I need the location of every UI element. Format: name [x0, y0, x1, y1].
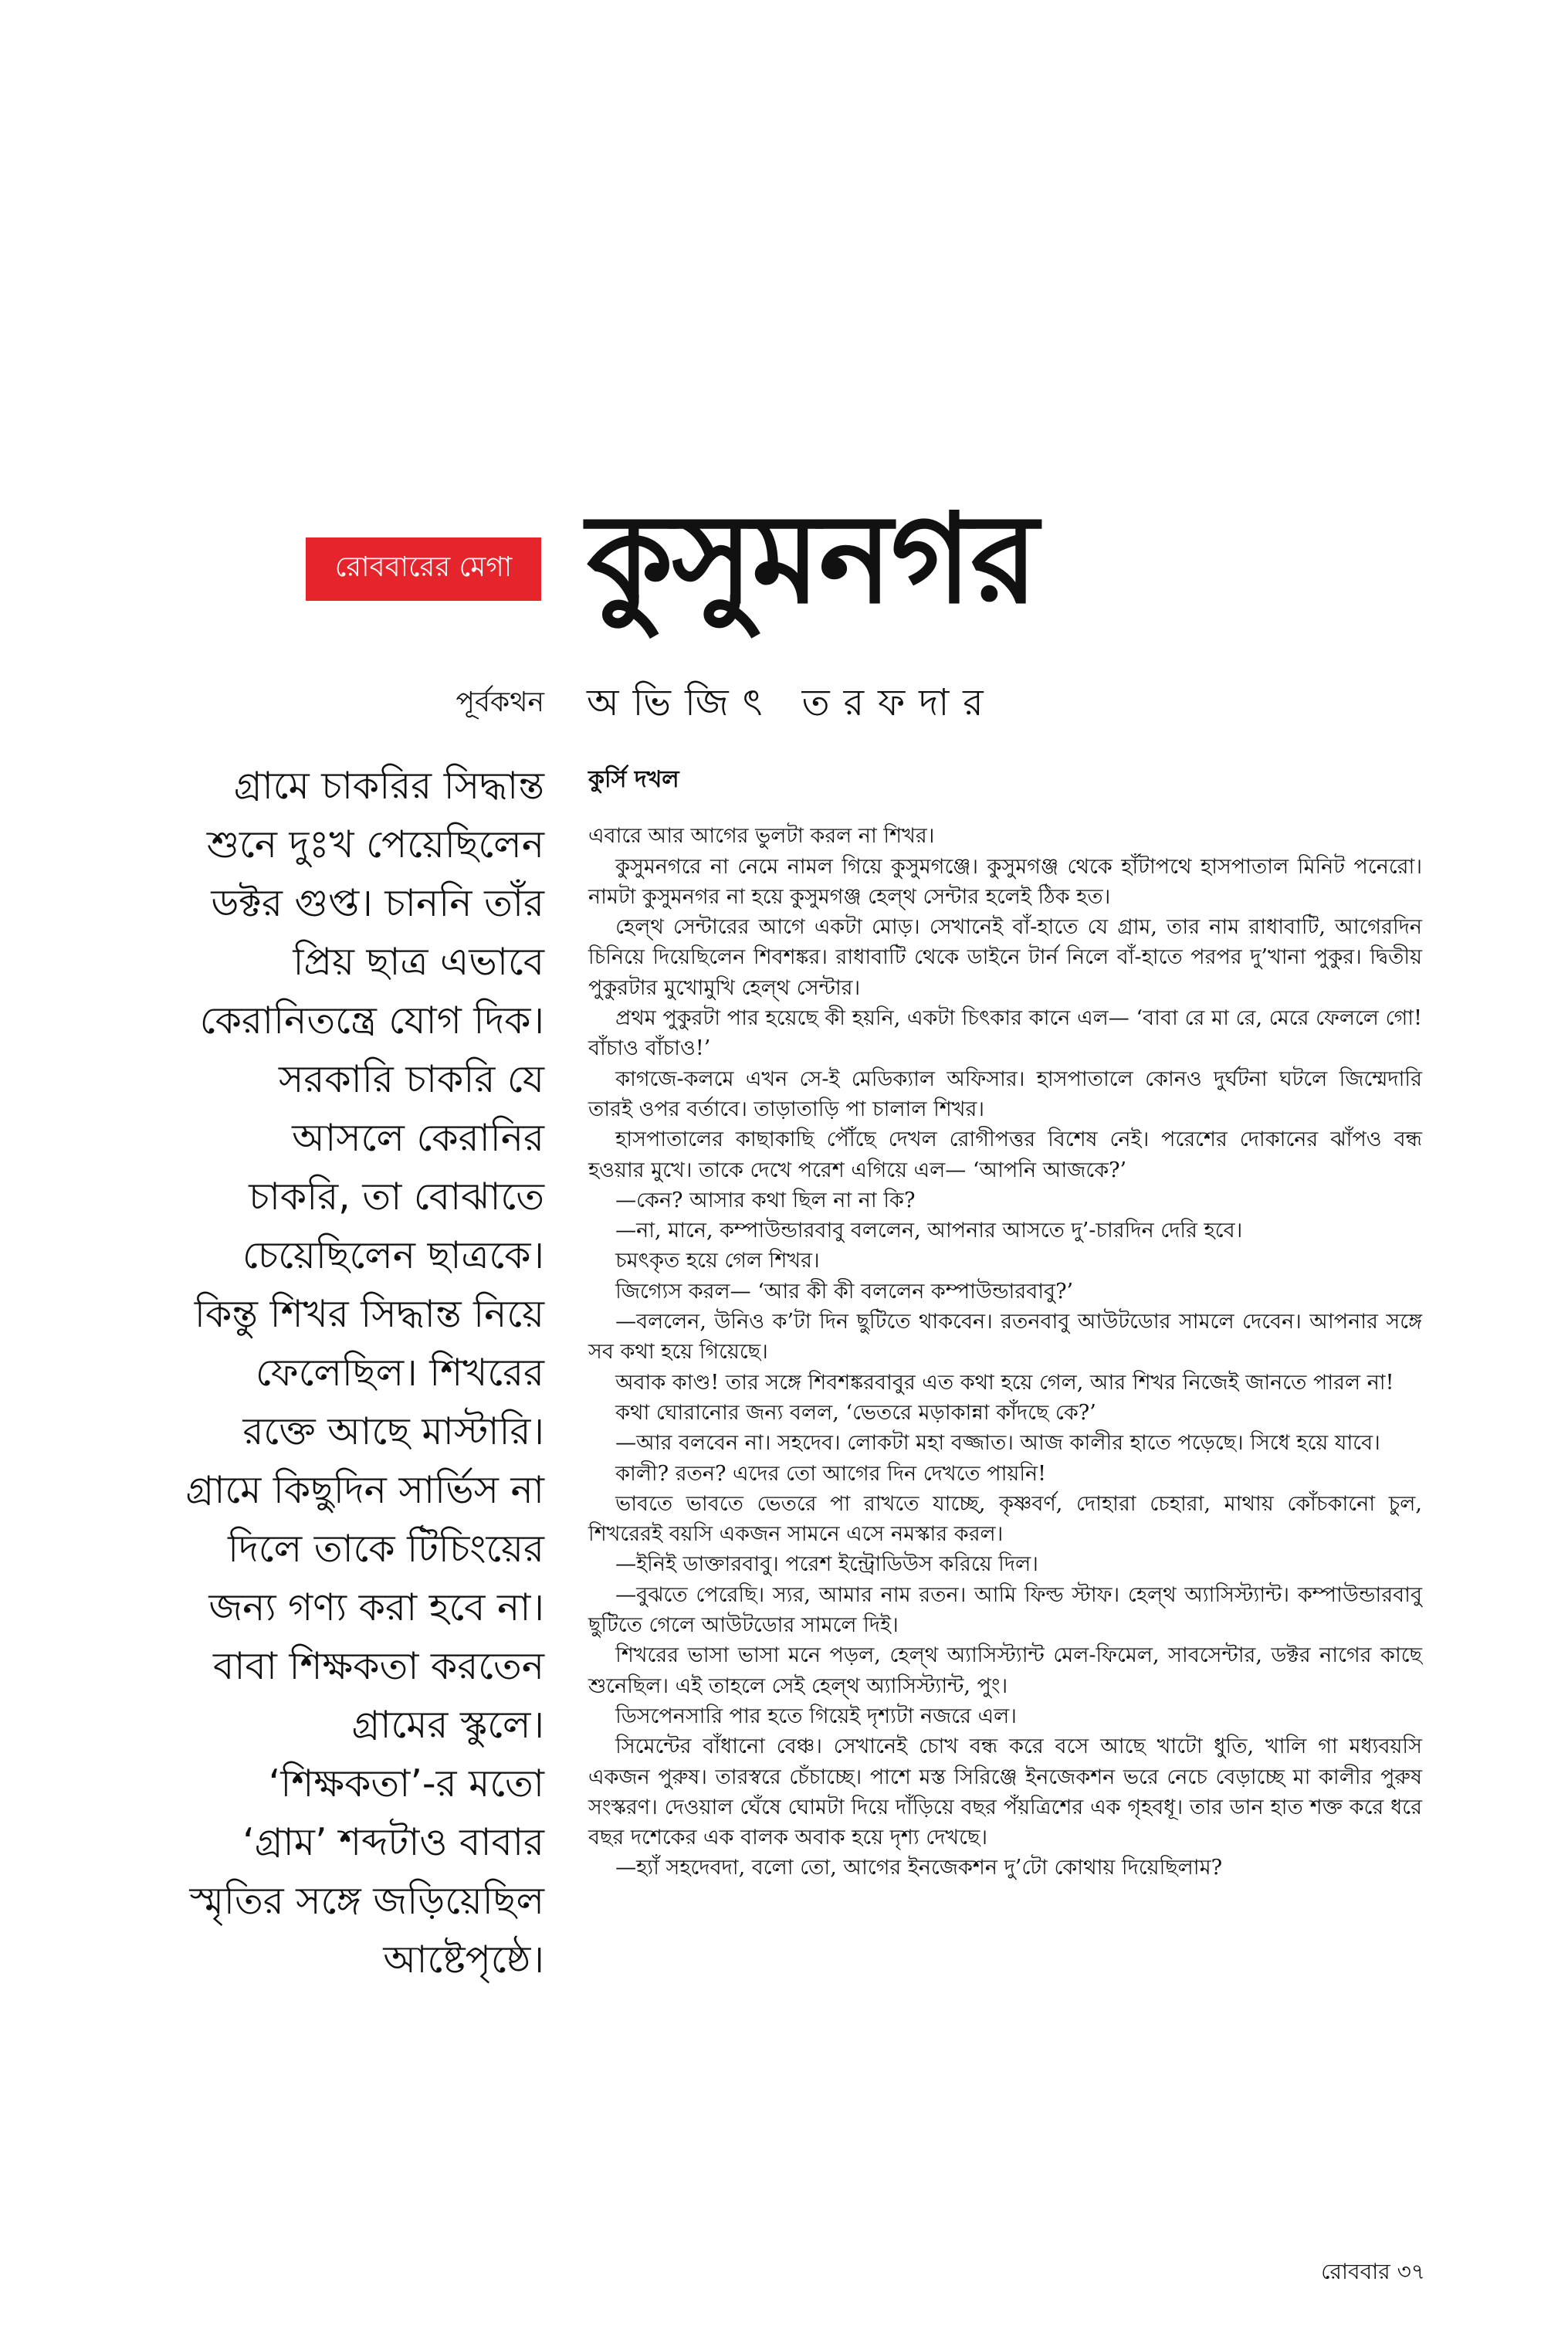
pull-quote-line: জন্য গণ্য করা হবে না। [208, 1585, 544, 1629]
pull-quote-line: কিন্তু শিখর সিদ্ধান্ত নিয়ে [194, 1292, 544, 1336]
story-title: কুসুমনগর [587, 487, 1037, 631]
paragraph: —না, মানে, কম্পাউন্ডারবাবু বললেন, আপনার আসতে দু’-চারদিন দেরি হবে। [615, 1219, 1243, 1243]
pull-quote-line: কেরানিতন্ত্রে যোগ দিক। [199, 999, 544, 1043]
paragraph: হাসপাতালের কাছাকাছি পৌঁছে দেখল রোগীপত্তর বিশেষ নেই। পরেশের দোকানের ঝাঁপও বন্ধ হওয়ার মুখে। তাকে দেখে পরেশ এগিয়ে এল— ‘আপনি আজকে?’ [588, 1127, 1422, 1182]
pull-quote-line: শুনে দুঃখ পেয়েছিলেন [206, 822, 544, 866]
paragraph: অবাক কাণ্ড! তার সঙ্গে শিবশঙ্করবাবুর এত কথা হয়ে গেল, আর শিখর নিজেই জানতে পারল না! [615, 1370, 1394, 1395]
paragraph: সিমেন্টের বাঁধানো বেঞ্চ। সেখানেই চোখ বন্ধ করে বসে আছে খাটো ধুতি, খালি গা মধ্যবয়সি একজন পুরুষ। তারস্বরে চেঁচাচ্ছে। পাশে মস্ত সিরিঞ্জে ইনজেকশন ভরে নেচে বেড়াচ্ছে মা কালীর পুরুষ সংস্করণ। দেওয়াল ঘেঁষে ঘোমটা দিয়ে দাঁড়িয়ে বছর পঁয়ত্রিশের এক গৃহবধূ। তার ডান হাত শক্ত করে ধরে বছর দশেকের এক বালক অবাক হয়ে দৃশ্য দেখছে। [588, 1734, 1422, 1850]
page-folio: রোববার ৩৭ [1321, 2259, 1425, 2284]
paragraph: কুসুমনগরে না নেমে নামল গিয়ে কুসুমগঞ্জে। কুসুমগঞ্জ থেকে হাঁটাপথে হাসপাতাল মিনিট পনেরো। নামটা কুসুমনগর না হয়ে কুসুমগঞ্জ হেল্‌থ সেন্টার হলেই ঠিক হত। [588, 854, 1422, 909]
paragraph: —কেন? আসার কথা ছিল না না কি? [615, 1188, 916, 1212]
pull-quote-line: আষ্টেপৃষ্ঠে। [383, 1938, 544, 1982]
paragraph: শিখরের ভাসা ভাসা মনে পড়ল, হেল্‌থ অ্যাসিস্ট্যান্ট মেল-ফিমেল, সাবসেন্টার, ডক্টর নাগের কাছে শুনেছিল। এই তাহলে সেই হেল্‌থ অ্যাসিস্ট্যান্ট, পুং। [588, 1643, 1422, 1698]
pull-quote-line: গ্রামে কিছুদিন সার্ভিস না [185, 1468, 544, 1512]
pull-quote-line: গ্রামের স্কুলে। [351, 1703, 544, 1747]
pull-quote-line: প্রিয় ছাত্র এভাবে [293, 940, 544, 984]
section-heading: কুর্সি দখল [588, 766, 679, 793]
series-tag: রোববারের মেগা [306, 537, 541, 601]
paragraph: ডিসপেনসারি পার হতে গিয়েই দৃশ্যটা নজরে এল। [615, 1704, 1017, 1728]
paragraph: কথা ঘোরানোর জন্য বলল, ‘ভেতরে মড়াকান্না কাঁদছে কে?’ [615, 1400, 1096, 1425]
pull-quote-line: সরকারি চাকরি যে [279, 1057, 544, 1101]
paragraph: —বললেন, উনিও ক’টা দিন ছুটিতে থাকবেন। রতনবাবু আউটডোর সামলে দেবেন। আপনার সঙ্গে সব কথা হয়ে গিয়েছে। [588, 1310, 1422, 1365]
paragraph: —ইনিই ডাক্তারবাবু। পরেশ ইন্ট্রোডিউস করিয়ে দিল। [615, 1552, 1038, 1577]
pull-quote-line: রক্তে আছে মাস্টারি। [242, 1409, 544, 1453]
prelude-label: পূর্বকথন [455, 687, 544, 718]
pull-quote-line: দিলে তাকে টিচিংয়ের [228, 1527, 544, 1571]
pull-quote [112, 757, 544, 1989]
paragraph: প্রথম পুকুরটা পার হয়েছে কী হয়নি, একটা চিৎকার কানে এল— ‘বাবা রে মা রে, মেরে ফেললে গো! বাঁচাও বাঁচাও!’ [588, 1006, 1422, 1061]
article-body [588, 765, 1422, 1884]
paragraph: এবারে আর আগের ভুলটা করল না শিখর। [588, 824, 935, 849]
pull-quote-line: ডক্টর গুপ্ত। চাননি তাঁর [211, 881, 544, 925]
pull-quote-line: ‘গ্রাম’ শব্দটাও বাবার [242, 1820, 544, 1864]
paragraph: —হ্যাঁ সহদেবদা, বলো তো, আগের ইনজেকশন দু’টো কোথায় দিয়েছিলাম? [615, 1856, 1223, 1880]
pull-quote-line: স্মৃতির সঙ্গে জড়িয়েছিল [189, 1879, 544, 1923]
pull-quote-line: গ্রামে চাকরির সিদ্ধান্ত [233, 764, 544, 808]
paragraph: ভাবতে ভাবতে ভেতরে পা রাখতে যাচ্ছে, কৃষ্ণবর্ণ, দোহারা চেহারা, মাথায় কোঁচকানো চুল, শিখরেরই বয়সি একজন সামনে এসে নমস্কার করল। [588, 1491, 1422, 1547]
paragraph: —আর বলবেন না। সহদেব। লোকটা মহা বজ্জাত। আজ কালীর হাতে পড়েছে। সিধে হয়ে যাবে। [615, 1431, 1380, 1456]
paragraph: কালী? রতন? এদের তো আগের দিন দেখতে পায়নি! [615, 1461, 1047, 1486]
author-name: অভিজিৎ তরফদার [587, 681, 997, 724]
pull-quote-line: আসলে কেরানির [292, 1116, 544, 1160]
pull-quote-line: চাকরি, তা বোঝাতে [249, 1175, 544, 1219]
paragraph: চমৎকৃত হয়ে গেল শিখর। [615, 1249, 820, 1273]
paragraph: কাগজে-কলমে এখন সে-ই মেডিক্যাল অফিসার। হাসপাতালে কোনও দুর্ঘটনা ঘটলে জিম্মেদারি তারই ওপর বর্তাবে। তাড়াতাড়ি পা চালাল শিখর। [588, 1066, 1422, 1121]
paragraph: জিগ্যেস করল— ‘আর কী কী বললেন কম্পাউন্ডারবাবু?’ [615, 1279, 1074, 1304]
pull-quote-line: ফেলেছিল। শিখরের [256, 1351, 544, 1395]
pull-quote-line: ‘শিক্ষকতা’-র মতো [268, 1761, 544, 1806]
paragraph: —বুঝতে পেরেছি। স্যর, আমার নাম রতন। আমি ফিল্ড স্টাফ। হেল্‌থ অ্যাসিস্ট্যান্ট। কম্পাউন্ডারবাবু ছুটিতে গেলে আউটডোর সামলে দিই। [588, 1582, 1422, 1638]
paragraph: হেল্‌থ সেন্টারের আগে একটা মোড়। সেখানেই বাঁ-হাতে যে গ্রাম, তার নাম রাধাবাটি, আগেরদিন চিনিয়ে দিয়েছিলেন শিবশঙ্কর। রাধাবাটি থেকে ডাইনে টার্ন নিলে বাঁ-হাতে পরপর দু’খানা পুকুর। দ্বিতীয় পুকুরটার মুখোমুখি হেল্‌থ সেন্টার। [588, 915, 1422, 1000]
pull-quote-line: চেয়েছিলেন ছাত্রকে। [242, 1233, 544, 1277]
pull-quote-line: বাবা শিক্ষকতা করতেন [212, 1644, 544, 1688]
